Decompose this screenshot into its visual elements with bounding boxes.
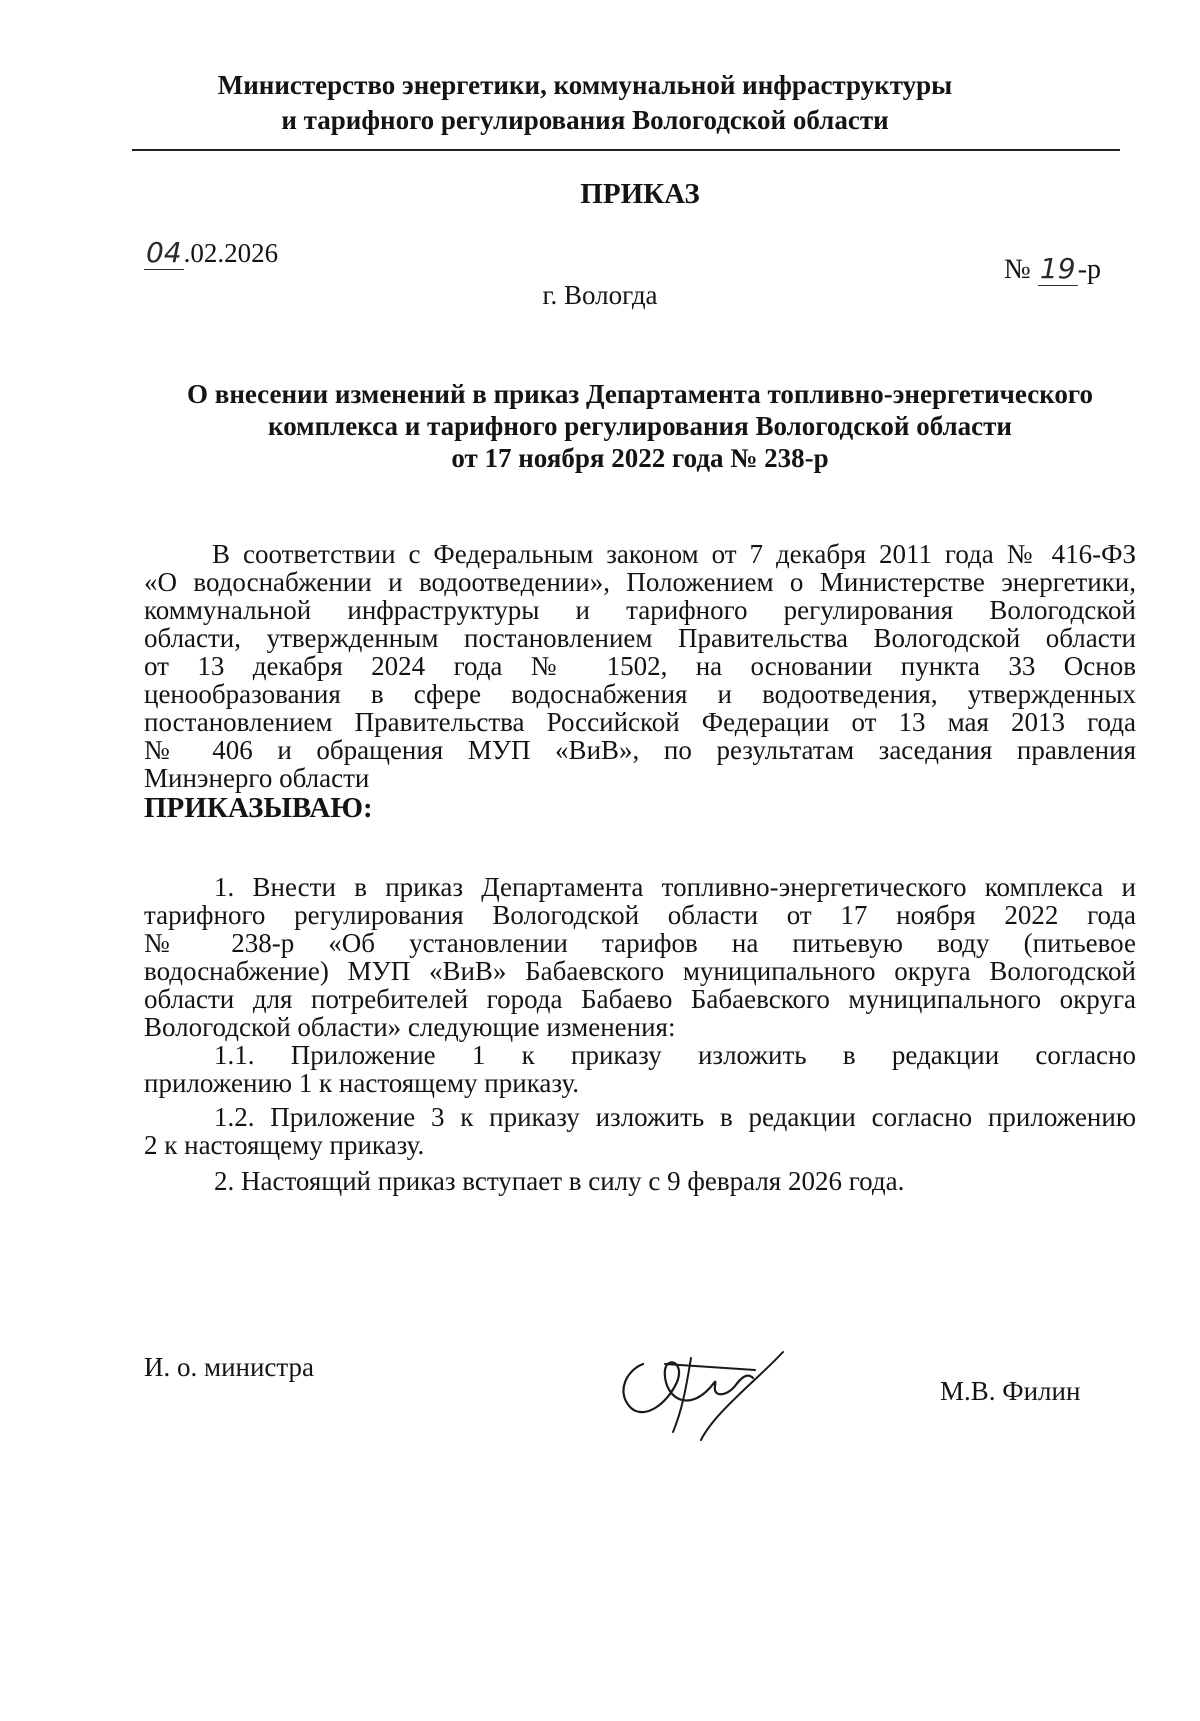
item-line: № 238-р «Об установлении тарифов на питьевую воду (питьевое [144, 928, 1136, 958]
order-title [130, 378, 1150, 474]
title-line-1: О внесении изменений в приказ Департамента топливно-энергетического [186, 379, 1093, 409]
ministry-name-line1: Министерство энергетики, коммунальной инфраструктуры [217, 70, 953, 100]
item-line: приложению 1 к настоящему приказу. [144, 1068, 580, 1098]
handwritten-signature [605, 1312, 805, 1452]
preamble-line: коммунальной инфраструктуры и тарифного регулирования Вологодской [144, 595, 1136, 625]
order-date [144, 236, 278, 269]
number-suffix: -р [1077, 254, 1102, 285]
item-line: Вологодской области» следующие изменения: [144, 1012, 676, 1042]
item-2: 2. Настоящий приказ вступает в силу с 9 февраля 2026 года. [214, 1166, 905, 1196]
item-line: водоснабжение) МУП «ВиВ» Бабаевского муниципального округа Вологодской [144, 956, 1136, 986]
signatory-name: М.В. Филин [940, 1376, 1081, 1406]
item-line: 2 к настоящему приказу. [144, 1130, 425, 1160]
title-line-3: от 17 ноября 2022 года № 238-р [451, 443, 829, 473]
ministry-name-line2: и тарифного регулирования Вологодской области [281, 105, 889, 135]
header-rule [132, 149, 1120, 151]
handwritten-day: 04 [146, 236, 182, 269]
item-line: 1.1. Приложение 1 к приказу изложить в редакции согласно [214, 1040, 1136, 1070]
city: г. Вологда [542, 280, 658, 310]
preamble-line: Минэнерго области [144, 763, 370, 793]
doc-type: ПРИКАЗ [580, 178, 700, 210]
signatory-position: И. о. министра [144, 1352, 315, 1382]
order-number [1004, 252, 1101, 286]
preamble-line: В соответствии с Федеральным законом от 7 декабря 2011 года № 416-ФЗ [212, 539, 1136, 569]
preamble-line: ценообразования в сфере водоснабжения и водоотведения, утвержденных [144, 679, 1136, 709]
preamble-line: области, утвержденным постановлением Правительства Вологодской области [144, 623, 1136, 653]
item-line: тарифного регулирования Вологодской области от 17 ноября 2022 года [144, 900, 1136, 930]
number-sign: № [1004, 254, 1031, 285]
item-line: 1. Внести в приказ Департамента топливно-энергетического комплекса и [214, 872, 1136, 902]
preamble-line: № 406 и обращения МУП «ВиВ», по результатам заседания правления [144, 735, 1136, 765]
title-line-2: комплекса и тарифного регулирования Вологодской области [268, 411, 1012, 441]
order-word: ПРИКАЗЫВАЮ: [144, 792, 373, 824]
preamble-line: постановлением Правительства Российской Федерации от 13 мая 2013 года [144, 707, 1136, 737]
item-line: 1.2. Приложение 3 к приказу изложить в редакции согласно приложению [214, 1102, 1136, 1132]
item-line: области для потребителей города Бабаево Бабаевского муниципального округа [144, 984, 1136, 1014]
handwritten-number: 19 [1038, 252, 1078, 286]
preamble-line: от 13 декабря 2024 года № 1502, на основании пункта 33 Основ [144, 651, 1136, 681]
preamble-line: «О водоснабжении и водоотведении», Положением о Министерстве энергетики, [144, 567, 1136, 597]
date-rest: .02.2026 [183, 238, 279, 268]
